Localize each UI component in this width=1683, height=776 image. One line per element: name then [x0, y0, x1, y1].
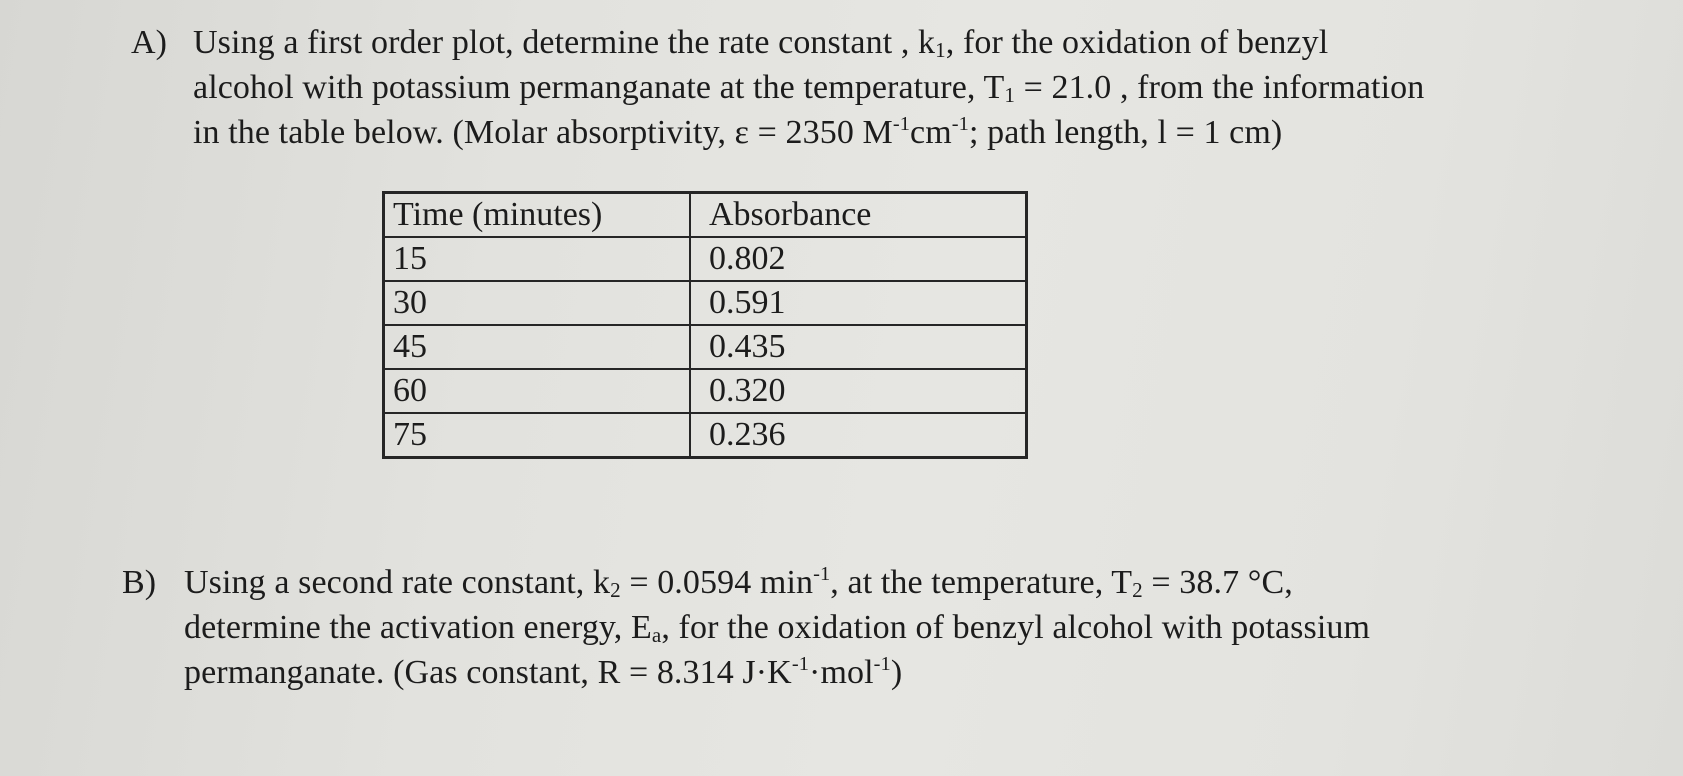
question-b-letter: B) [122, 564, 157, 601]
table-cell-absorbance: 0.320 [690, 369, 1027, 413]
table-cell-time: 75 [384, 413, 691, 458]
question-a-line-2: alcohol with potassium permanganate at the temperature, $T_1 = 21.0$ , from the information [193, 69, 1425, 108]
question-b-line-1: Using a second rate constant, $k_2 = 0.0594$ $\min^{-1}$, at the temperature, $T_2 = 38.7$ °C, [184, 562, 1293, 603]
table-row [384, 369, 1027, 413]
table-cell-absorbance: 0.236 [690, 413, 1027, 458]
table-cell-absorbance: 0.435 [690, 325, 1027, 369]
table-header-absorbance: Absorbance [690, 193, 1027, 238]
question-a-line-3: in the table below. (Molar absorptivity, ε = 2350 $M^{-1}cm^{-1}$; path length, l = 1 cm) [193, 112, 1283, 151]
question-a-line-1: Using a first order plot, determine the rate constant , $k_1$, for the oxidation of benzyl [193, 24, 1329, 63]
question-b [122, 560, 1642, 695]
table-row [384, 413, 1027, 458]
table-row [384, 325, 1027, 369]
table-header-time: Time (minutes) [384, 193, 691, 238]
table-cell-absorbance: 0.591 [690, 281, 1027, 325]
question-b-line-3: permanganate. (Gas constant, R = 8.314 $J\cdot K^{-1}\cdot mol^{-1}$) [184, 652, 903, 691]
question-b-line-2: determine the activation energy, $E_a$, for the oxidation of benzyl alcohol with potassium [184, 609, 1371, 648]
question-a [131, 20, 1631, 155]
table-cell-time: 30 [384, 281, 691, 325]
table-row [384, 237, 1027, 281]
absorbance-table [382, 191, 1028, 459]
table-row [384, 281, 1027, 325]
question-a-letter: A) [131, 24, 168, 61]
table-cell-time: 15 [384, 237, 691, 281]
table-header-row [384, 193, 1027, 238]
table-cell-time: 45 [384, 325, 691, 369]
table-cell-time: 60 [384, 369, 691, 413]
table-cell-absorbance: 0.802 [690, 237, 1027, 281]
